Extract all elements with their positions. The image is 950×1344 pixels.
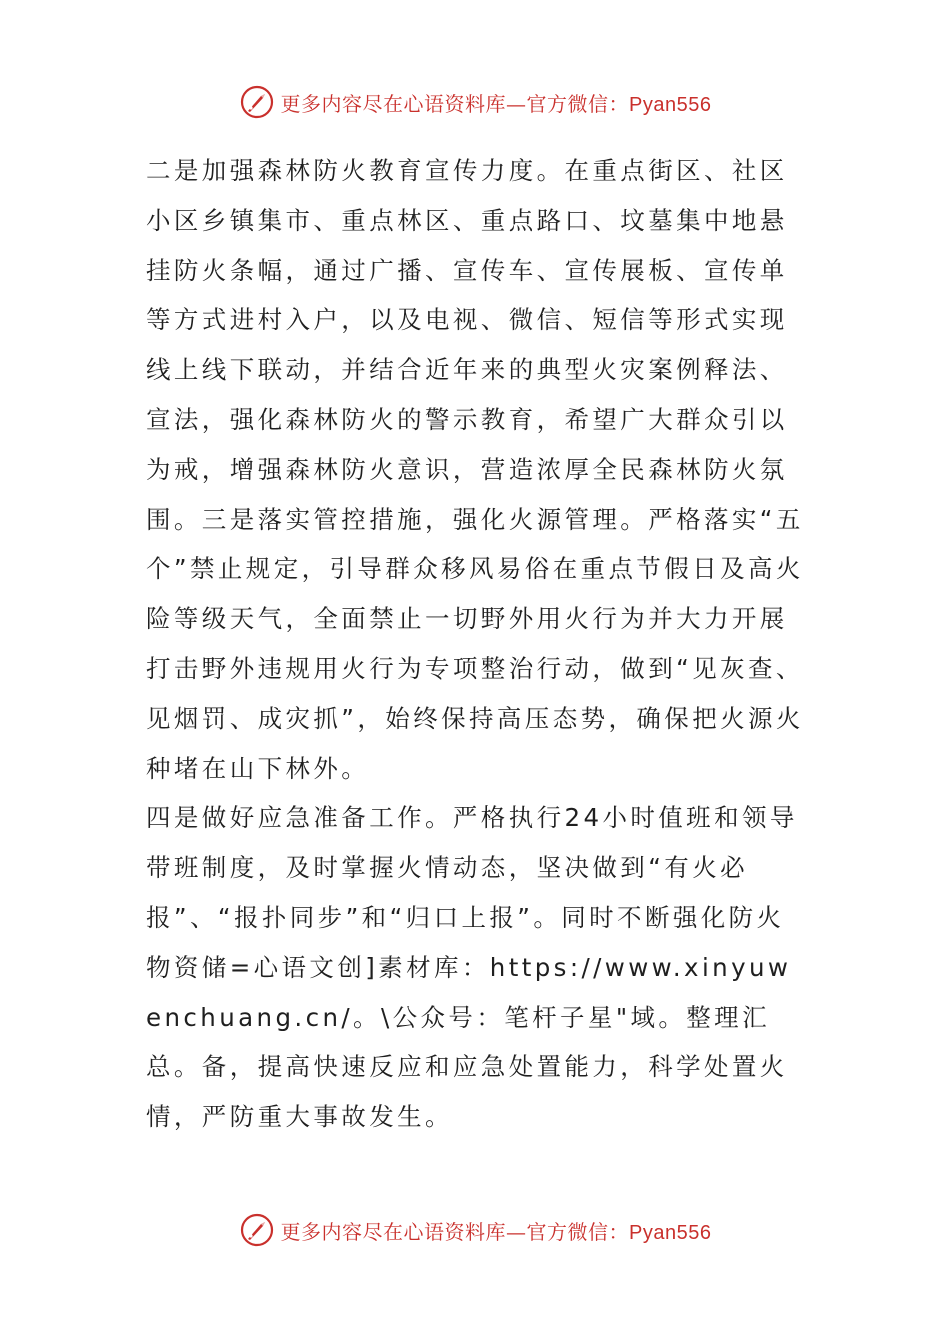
header-banner bbox=[0, 84, 950, 120]
document-body bbox=[146, 146, 808, 1142]
footer-banner-text: 更多内容尽在心语资料库—官方微信：Pyan556 bbox=[280, 1219, 712, 1244]
footer-wechat-id: Pyan556 bbox=[629, 1221, 712, 1244]
pen-nib-seal-icon bbox=[239, 1212, 275, 1248]
header-banner-text: 更多内容尽在心语资料库—官方微信：Pyan556 bbox=[280, 91, 712, 116]
header-wechat-id: Pyan556 bbox=[629, 93, 712, 116]
paragraph-2: 四是做好应急准备工作。严格执行24小时值班和领导带班制度，及时掌握火情动态，坚决做到“有火必报”、“报扑同步”和“归口上报”。同时不断强化防火物资储=心语文创]素材库：https://www.xinyuwenchuang.cn/。\公众号：笔杆子星"域。整理汇总。备，提高快速反应和应急处置能力，科学处置火情，严防重大事故发生。 bbox=[146, 803, 798, 1132]
footer-banner bbox=[0, 1212, 950, 1248]
paragraph-1: 二是加强森林防火教育宣传力度。在重点街区、社区小区乡镇集市、重点林区、重点路口、坟墓集中地悬挂防火条幅，通过广播、宣传车、宣传展板、宣传单等方式进村入户，以及电视、微信、短信等形式实现线上线下联动，并结合近年来的典型火灾案例释法、宣法，强化森林防火的警示教育，希望广大群众引以为戒，增强森林防火意识，营造浓厚全民森林防火氛围。三是落实管控措施，强化火源管理。严格落实“五个”禁止规定，引导群众移风易俗在重点节假日及高火险等级天气，全面禁止一切野外用火行为并大力开展打击野外违规用火行为专项整治行动，做到“见灰查、见烟罚、成灾抓”，始终保持高压态势，确保把火源火种堵在山下林外。 bbox=[146, 156, 804, 783]
pen-nib-seal-icon bbox=[239, 84, 275, 120]
